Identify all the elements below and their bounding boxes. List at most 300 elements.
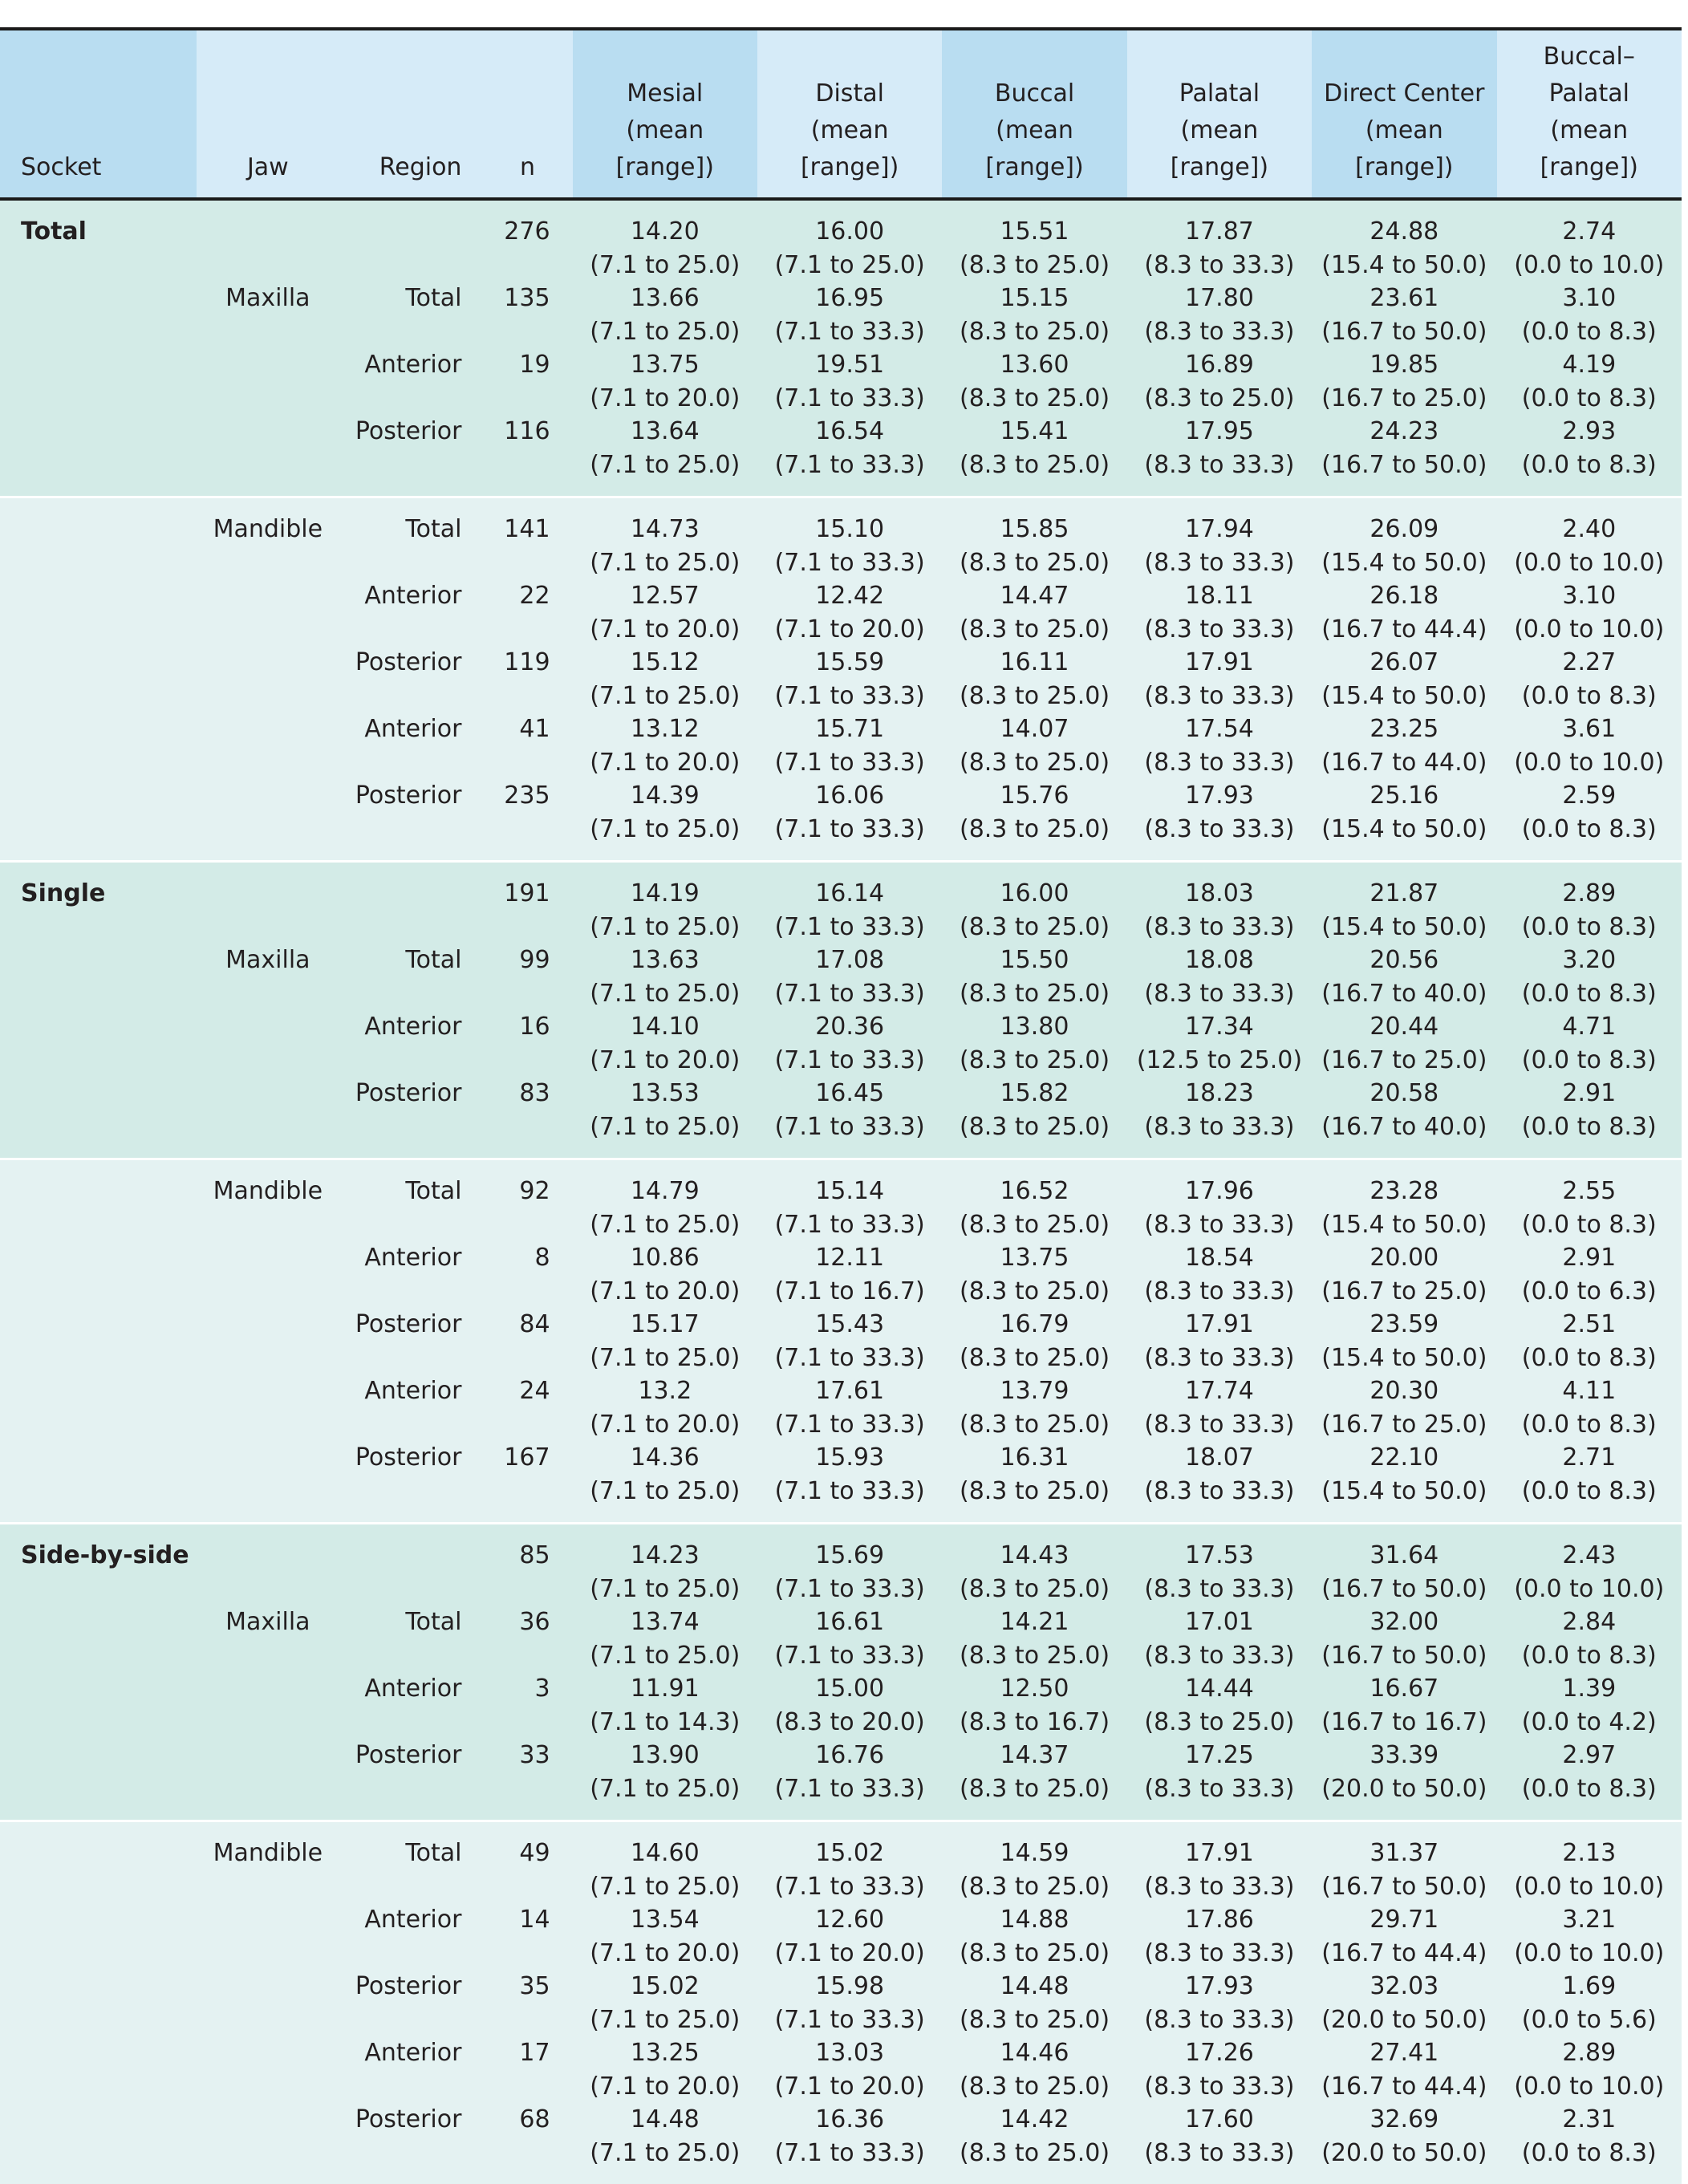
mesial-range: (7.1 to 20.0) [590, 1045, 741, 1074]
cell-jaw [197, 348, 339, 415]
header-region: Region [339, 30, 482, 199]
cell-jaw [197, 1241, 339, 1308]
buccal-mean: 14.88 [1000, 1906, 1069, 1934]
table-row [0, 1077, 1682, 1159]
table-row [0, 415, 1682, 497]
buccal-palatal-mean: 2.93 [1562, 417, 1617, 445]
direct-center-range: (16.7 to 25.0) [1321, 1410, 1487, 1439]
cell-distal [757, 497, 942, 580]
distal-range: (7.1 to 20.0) [774, 1938, 925, 1967]
mesial-range: (7.1 to 25.0) [590, 1641, 741, 1670]
distal-mean: 12.60 [815, 1906, 885, 1934]
buccal-palatal-range: (0.0 to 8.3) [1521, 681, 1657, 710]
distal-range: (7.1 to 33.3) [774, 1574, 925, 1603]
mesial-range: (7.1 to 20.0) [590, 1277, 741, 1305]
mesial-range: (7.1 to 25.0) [590, 1476, 741, 1505]
cell-buccal [942, 712, 1126, 779]
cell-buccal-palatal [1497, 1241, 1682, 1308]
palatal-mean: 18.54 [1184, 1244, 1254, 1272]
buccal-range: (8.3 to 25.0) [959, 1410, 1110, 1439]
table-row [0, 779, 1682, 862]
distal-mean: 20.36 [815, 1013, 885, 1041]
mesial-range: (7.1 to 25.0) [590, 1774, 741, 1803]
buccal-range: (8.3 to 25.0) [959, 1774, 1110, 1803]
distal-mean: 16.36 [815, 2105, 885, 2133]
cell-jaw [197, 199, 339, 282]
mesial-range: (7.1 to 20.0) [590, 1410, 741, 1439]
cell-buccal [942, 862, 1126, 944]
buccal-palatal-mean: 3.10 [1562, 582, 1617, 610]
cell-distal [757, 1441, 942, 1524]
table-row [0, 579, 1682, 646]
cell-palatal [1127, 862, 1312, 944]
palatal-range: (8.3 to 33.3) [1144, 1343, 1295, 1372]
cell-socket [0, 1374, 197, 1441]
header-distal-line1: Distal [815, 79, 884, 108]
cell-jaw [197, 1374, 339, 1441]
cell-socket [0, 1010, 197, 1077]
cell-n: 14 [482, 1903, 572, 1970]
buccal-palatal-range: (0.0 to 10.0) [1514, 615, 1665, 643]
mesial-mean: 15.12 [630, 648, 700, 676]
distal-range: (7.1 to 33.3) [774, 1476, 925, 1505]
mesial-mean: 13.74 [630, 1608, 700, 1636]
cell-distal [757, 1010, 942, 1077]
buccal-palatal-mean: 2.74 [1562, 217, 1617, 246]
table-row [0, 348, 1682, 415]
palatal-range: (8.3 to 33.3) [1144, 317, 1295, 346]
table-row [0, 1903, 1682, 1970]
cell-direct-center [1312, 1672, 1496, 1739]
cell-n: 167 [482, 1441, 572, 1524]
cell-mesial [573, 1441, 757, 1524]
buccal-range: (8.3 to 25.0) [959, 681, 1110, 710]
cell-mesial [573, 1010, 757, 1077]
cell-palatal [1127, 1903, 1312, 1970]
cell-n: 24 [482, 1374, 572, 1441]
cell-distal [757, 944, 942, 1010]
distal-mean: 16.45 [815, 1079, 885, 1107]
cell-distal [757, 1241, 942, 1308]
cell-buccal-palatal [1497, 199, 1682, 282]
cell-buccal [942, 282, 1126, 348]
palatal-range: (8.3 to 33.3) [1144, 979, 1295, 1008]
mesial-range: (7.1 to 25.0) [590, 681, 741, 710]
cell-buccal-palatal [1497, 1524, 1682, 1606]
cell-n: 135 [482, 282, 572, 348]
cell-socket [0, 944, 197, 1010]
cell-direct-center [1312, 2103, 1496, 2184]
cell-buccal-palatal [1497, 579, 1682, 646]
mesial-mean: 14.36 [630, 1443, 700, 1472]
palatal-range: (8.3 to 33.3) [1144, 1277, 1295, 1305]
cell-jaw: Maxilla [197, 1606, 339, 1672]
direct-center-mean: 33.39 [1369, 1741, 1439, 1769]
cell-mesial [573, 779, 757, 862]
buccal-palatal-mean: 3.20 [1562, 946, 1617, 974]
mesial-range: (7.1 to 20.0) [590, 748, 741, 777]
palatal-range: (12.5 to 25.0) [1136, 1045, 1303, 1074]
palatal-range: (8.3 to 33.3) [1144, 250, 1295, 279]
direct-center-range: (16.7 to 50.0) [1321, 1872, 1487, 1901]
buccal-palatal-range: (0.0 to 10.0) [1514, 1872, 1665, 1901]
mesial-mean: 15.02 [630, 1972, 700, 2000]
mesial-range: (7.1 to 25.0) [590, 450, 741, 479]
direct-center-range: (20.0 to 50.0) [1321, 1774, 1487, 1803]
table-row [0, 1821, 1682, 1904]
cell-n: 119 [482, 646, 572, 712]
cell-palatal [1127, 1241, 1312, 1308]
buccal-mean: 16.11 [1000, 648, 1069, 676]
cell-mesial [573, 1159, 757, 1242]
cell-palatal [1127, 1524, 1312, 1606]
direct-center-mean: 26.07 [1369, 648, 1439, 676]
direct-center-mean: 25.16 [1369, 781, 1439, 810]
cell-mesial [573, 1077, 757, 1159]
buccal-mean: 14.47 [1000, 582, 1069, 610]
buccal-range: (8.3 to 25.0) [959, 1210, 1110, 1239]
cell-socket [0, 1077, 197, 1159]
distal-mean: 19.51 [815, 351, 885, 379]
palatal-range: (8.3 to 33.3) [1144, 548, 1295, 577]
palatal-mean: 18.03 [1184, 879, 1254, 907]
cell-mesial [573, 2036, 757, 2103]
buccal-mean: 15.76 [1000, 781, 1069, 810]
cell-region: Posterior [339, 1308, 482, 1374]
cell-n: 116 [482, 415, 572, 497]
cell-palatal [1127, 1159, 1312, 1242]
palatal-range: (8.3 to 33.3) [1144, 748, 1295, 777]
mesial-mean: 13.75 [630, 351, 700, 379]
buccal-palatal-mean: 2.91 [1562, 1079, 1617, 1107]
direct-center-range: (16.7 to 44.4) [1321, 615, 1487, 643]
cell-buccal [942, 497, 1126, 580]
cell-direct-center [1312, 1821, 1496, 1904]
distal-range: (7.1 to 33.3) [774, 1343, 925, 1372]
cell-n: 41 [482, 712, 572, 779]
cell-n: 36 [482, 1606, 572, 1672]
distal-mean: 16.76 [815, 1741, 885, 1769]
mesial-mean: 15.17 [630, 1310, 700, 1338]
palatal-mean: 17.96 [1184, 1177, 1254, 1205]
cell-socket [0, 712, 197, 779]
header-buccal-line1: Buccal [994, 79, 1075, 108]
buccal-palatal-mean: 3.10 [1562, 284, 1617, 312]
direct-center-mean: 24.23 [1369, 417, 1439, 445]
cell-region: Anterior [339, 348, 482, 415]
distal-mean: 13.03 [815, 2039, 885, 2067]
distal-mean: 15.43 [815, 1310, 885, 1338]
distal-range: (7.1 to 33.3) [774, 1641, 925, 1670]
cell-mesial [573, 1374, 757, 1441]
cell-buccal [942, 199, 1126, 282]
cell-jaw: Mandible [197, 497, 339, 580]
cell-distal [757, 1159, 942, 1242]
mesial-mean: 13.54 [630, 1906, 700, 1934]
cell-jaw [197, 2036, 339, 2103]
distal-range: (7.1 to 33.3) [774, 1210, 925, 1239]
mesial-mean: 14.79 [630, 1177, 700, 1205]
cell-buccal [942, 944, 1126, 1010]
buccal-mean: 12.50 [1000, 1675, 1069, 1703]
table-row [0, 1441, 1682, 1524]
direct-center-mean: 31.37 [1369, 1839, 1439, 1867]
buccal-mean: 14.43 [1000, 1541, 1069, 1569]
cell-mesial [573, 348, 757, 415]
buccal-palatal-range: (0.0 to 8.3) [1521, 1410, 1657, 1439]
cell-distal [757, 862, 942, 944]
buccal-range: (8.3 to 25.0) [959, 2138, 1110, 2167]
cell-buccal-palatal [1497, 1606, 1682, 1672]
distal-mean: 15.69 [815, 1541, 885, 1569]
cell-palatal [1127, 779, 1312, 862]
buccal-palatal-range: (0.0 to 4.2) [1521, 1707, 1657, 1736]
direct-center-range: (15.4 to 50.0) [1321, 1210, 1487, 1239]
palatal-range: (8.3 to 33.3) [1144, 1112, 1295, 1141]
direct-center-mean: 26.09 [1369, 515, 1439, 543]
cell-jaw [197, 2103, 339, 2184]
direct-center-range: (15.4 to 50.0) [1321, 250, 1487, 279]
distal-range: (7.1 to 33.3) [774, 1410, 925, 1439]
mesial-mean: 14.23 [630, 1541, 700, 1569]
cell-n: 84 [482, 1308, 572, 1374]
cell-mesial [573, 1524, 757, 1606]
cell-mesial [573, 862, 757, 944]
mesial-mean: 13.66 [630, 284, 700, 312]
cell-jaw [197, 1077, 339, 1159]
cell-palatal [1127, 1077, 1312, 1159]
cell-direct-center [1312, 497, 1496, 580]
distal-range: (7.1 to 33.3) [774, 548, 925, 577]
buccal-palatal-mean: 1.39 [1562, 1675, 1617, 1703]
cell-jaw [197, 1970, 339, 2036]
buccal-range: (8.3 to 25.0) [959, 1872, 1110, 1901]
header-palatal [1127, 30, 1312, 199]
cell-direct-center [1312, 1077, 1496, 1159]
table-row [0, 1606, 1682, 1672]
header-mesial [573, 30, 757, 199]
cell-direct-center [1312, 1374, 1496, 1441]
cell-n: 17 [482, 2036, 572, 2103]
palatal-mean: 18.07 [1184, 1443, 1254, 1472]
cell-region [339, 862, 482, 944]
buccal-palatal-mean: 2.27 [1562, 648, 1617, 676]
table-row [0, 1241, 1682, 1308]
cell-jaw [197, 862, 339, 944]
buccal-palatal-mean: 2.91 [1562, 1244, 1617, 1272]
cell-distal [757, 646, 942, 712]
cell-socket [0, 646, 197, 712]
distal-range: (7.1 to 33.3) [774, 912, 925, 941]
palatal-mean: 17.01 [1184, 1608, 1254, 1636]
cell-socket: Total [0, 199, 197, 282]
direct-center-mean: 26.18 [1369, 582, 1439, 610]
buccal-range: (8.3 to 25.0) [959, 1112, 1110, 1141]
direct-center-range: (16.7 to 50.0) [1321, 450, 1487, 479]
buccal-palatal-range: (0.0 to 8.3) [1521, 1112, 1657, 1141]
direct-center-range: (20.0 to 50.0) [1321, 2138, 1487, 2167]
direct-center-mean: 19.85 [1369, 351, 1439, 379]
cell-distal [757, 1606, 942, 1672]
palatal-mean: 17.74 [1184, 1377, 1254, 1405]
cell-socket: Single [0, 862, 197, 944]
cell-mesial [573, 1308, 757, 1374]
distal-mean: 15.98 [815, 1972, 885, 2000]
distal-range: (7.1 to 33.3) [774, 1774, 925, 1803]
cell-n: 276 [482, 199, 572, 282]
cell-n: 16 [482, 1010, 572, 1077]
buccal-palatal-mean: 2.84 [1562, 1608, 1617, 1636]
direct-center-range: (16.7 to 16.7) [1321, 1707, 1487, 1736]
mesial-mean: 13.63 [630, 946, 700, 974]
cell-distal [757, 712, 942, 779]
direct-center-range: (16.7 to 50.0) [1321, 1641, 1487, 1670]
header-direct-center [1312, 30, 1496, 199]
cell-palatal [1127, 1672, 1312, 1739]
buccal-range: (8.3 to 25.0) [959, 814, 1110, 843]
buccal-range: (8.3 to 25.0) [959, 2072, 1110, 2101]
cell-socket [0, 2103, 197, 2184]
buccal-mean: 16.31 [1000, 1443, 1069, 1472]
cell-n: 22 [482, 579, 572, 646]
distal-mean: 15.00 [815, 1675, 885, 1703]
cell-region: Total [339, 1159, 482, 1242]
distal-mean: 15.14 [815, 1177, 885, 1205]
buccal-palatal-mean: 2.89 [1562, 879, 1617, 907]
palatal-mean: 16.89 [1184, 351, 1254, 379]
header-direct-line2: (mean [1365, 116, 1443, 144]
mesial-mean: 14.10 [630, 1013, 700, 1041]
palatal-range: (8.3 to 33.3) [1144, 1938, 1295, 1967]
buccal-range: (8.3 to 25.0) [959, 250, 1110, 279]
direct-center-range: (15.4 to 50.0) [1321, 1476, 1487, 1505]
buccal-palatal-range: (0.0 to 8.3) [1521, 1045, 1657, 1074]
cell-direct-center [1312, 415, 1496, 497]
mesial-range: (7.1 to 25.0) [590, 1112, 741, 1141]
cell-socket [0, 2036, 197, 2103]
buccal-palatal-mean: 4.71 [1562, 1013, 1617, 1041]
header-distal-line3: [range]) [800, 153, 899, 181]
cell-socket [0, 1241, 197, 1308]
cell-jaw: Maxilla [197, 944, 339, 1010]
buccal-range: (8.3 to 25.0) [959, 912, 1110, 941]
buccal-palatal-range: (0.0 to 8.3) [1521, 2138, 1657, 2167]
table-row [0, 1524, 1682, 1606]
palatal-mean: 17.91 [1184, 1839, 1254, 1867]
palatal-mean: 18.11 [1184, 582, 1254, 610]
cell-distal [757, 1970, 942, 2036]
cell-mesial [573, 282, 757, 348]
cell-direct-center [1312, 712, 1496, 779]
cell-direct-center [1312, 1441, 1496, 1524]
buccal-palatal-mean: 4.11 [1562, 1377, 1617, 1405]
mesial-range: (7.1 to 14.3) [590, 1707, 741, 1736]
cell-region: Posterior [339, 646, 482, 712]
table-row [0, 199, 1682, 282]
cell-mesial [573, 646, 757, 712]
cell-buccal [942, 1970, 1126, 2036]
cell-jaw [197, 779, 339, 862]
data-table [0, 30, 1682, 2184]
mesial-mean: 13.53 [630, 1079, 700, 1107]
palatal-range: (8.3 to 33.3) [1144, 1476, 1295, 1505]
cell-direct-center [1312, 1159, 1496, 1242]
cell-distal [757, 1308, 942, 1374]
table-row [0, 712, 1682, 779]
direct-center-mean: 23.59 [1369, 1310, 1439, 1338]
buccal-palatal-mean: 2.89 [1562, 2039, 1617, 2067]
cell-region: Anterior [339, 1010, 482, 1077]
buccal-mean: 13.80 [1000, 1013, 1069, 1041]
direct-center-mean: 31.64 [1369, 1541, 1439, 1569]
buccal-range: (8.3 to 25.0) [959, 1277, 1110, 1305]
cell-region: Anterior [339, 1903, 482, 1970]
distal-mean: 17.08 [815, 946, 885, 974]
cell-region: Total [339, 944, 482, 1010]
header-palatal-line3: [range]) [1170, 153, 1269, 181]
cell-distal [757, 1672, 942, 1739]
buccal-range: (8.3 to 25.0) [959, 450, 1110, 479]
mesial-mean: 11.91 [630, 1675, 700, 1703]
buccal-range: (8.3 to 25.0) [959, 2005, 1110, 2034]
direct-center-range: (16.7 to 50.0) [1321, 1574, 1487, 1603]
palatal-range: (8.3 to 33.3) [1144, 1574, 1295, 1603]
cell-buccal-palatal [1497, 646, 1682, 712]
direct-center-range: (16.7 to 50.0) [1321, 317, 1487, 346]
mesial-range: (7.1 to 20.0) [590, 384, 741, 412]
cell-region: Total [339, 497, 482, 580]
buccal-palatal-mean: 3.61 [1562, 715, 1617, 743]
cell-distal [757, 282, 942, 348]
buccal-palatal-mean: 2.71 [1562, 1443, 1617, 1472]
distal-range: (7.1 to 33.3) [774, 979, 925, 1008]
palatal-mean: 17.86 [1184, 1906, 1254, 1934]
cell-direct-center [1312, 862, 1496, 944]
mesial-range: (7.1 to 25.0) [590, 814, 741, 843]
mesial-range: (7.1 to 25.0) [590, 1343, 741, 1372]
cell-distal [757, 199, 942, 282]
direct-center-mean: 23.28 [1369, 1177, 1439, 1205]
cell-socket: Side-by-side [0, 1524, 197, 1606]
header-palatal-line1: Palatal [1179, 79, 1260, 108]
cell-region: Anterior [339, 579, 482, 646]
distal-mean: 16.06 [815, 781, 885, 810]
cell-buccal [942, 1672, 1126, 1739]
cell-jaw [197, 579, 339, 646]
cell-distal [757, 1821, 942, 1904]
mesial-range: (7.1 to 25.0) [590, 548, 741, 577]
cell-mesial [573, 199, 757, 282]
buccal-range: (8.3 to 16.7) [959, 1707, 1110, 1736]
cell-buccal-palatal [1497, 348, 1682, 415]
cell-buccal-palatal [1497, 862, 1682, 944]
cell-buccal-palatal [1497, 1077, 1682, 1159]
buccal-range: (8.3 to 25.0) [959, 384, 1110, 412]
palatal-mean: 17.53 [1184, 1541, 1254, 1569]
mesial-range: (7.1 to 25.0) [590, 2005, 741, 2034]
cell-n: 8 [482, 1241, 572, 1308]
distal-range: (7.1 to 16.7) [774, 1277, 925, 1305]
cell-direct-center [1312, 1010, 1496, 1077]
mesial-mean: 13.25 [630, 2039, 700, 2067]
distal-range: (7.1 to 25.0) [774, 250, 925, 279]
cell-palatal [1127, 282, 1312, 348]
cell-buccal [942, 1903, 1126, 1970]
buccal-palatal-mean: 2.97 [1562, 1741, 1617, 1769]
header-mesial-line1: Mesial [627, 79, 704, 108]
palatal-mean: 17.60 [1184, 2105, 1254, 2133]
cell-buccal [942, 1739, 1126, 1821]
